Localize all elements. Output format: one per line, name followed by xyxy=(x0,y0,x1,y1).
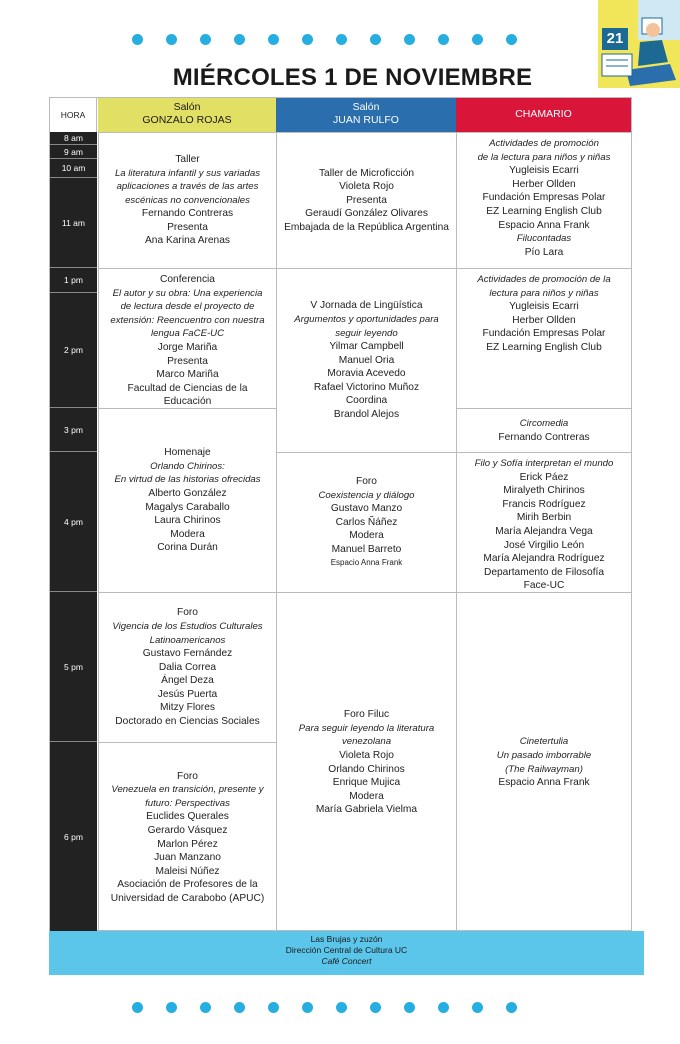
event-text-line: Yugleisis Ecarri xyxy=(509,165,579,177)
event-text-line: lengua FaCE-UC xyxy=(150,328,225,340)
event-cell-chamario xyxy=(456,132,631,268)
event-text-line: Orlando Chirinos xyxy=(328,763,405,775)
event-text-line: seguir leyendo xyxy=(335,327,398,339)
header-gonzalo-rojas xyxy=(98,98,276,132)
dot-ornament xyxy=(438,34,449,45)
event-text-line: Vigencia de los Estudios Culturales xyxy=(112,620,263,632)
event-text-line: Modera xyxy=(349,530,384,542)
event-text-line: Doctorado en Ciencias Sociales xyxy=(115,716,260,728)
event-text-line: Magalys Caraballo xyxy=(145,501,230,513)
event-text-line: Alberto González xyxy=(148,487,227,499)
hour-label: 1 pm xyxy=(50,268,97,293)
event-text-line: Departamento de Filosofía xyxy=(483,566,605,578)
header-rulfo-line1: Salón xyxy=(352,101,380,113)
dot-ornament xyxy=(132,34,143,45)
hour-column xyxy=(50,98,97,932)
page-number: 21 xyxy=(602,28,628,50)
dot-ornament xyxy=(302,34,313,45)
dot-ornament xyxy=(268,1002,279,1013)
event-text-line: Latinoamericanos xyxy=(149,634,226,646)
hour-label: 10 am xyxy=(50,159,97,178)
event-cell-chamario xyxy=(456,268,631,408)
event-text-line: Euclides Querales xyxy=(146,811,229,823)
hora-header xyxy=(50,98,97,132)
dot-ornament xyxy=(506,34,517,45)
event-text-line: Maleisi Núñez xyxy=(155,865,220,877)
event-text-line: Fernando Contreras xyxy=(141,208,234,220)
event-text-line: Modera xyxy=(170,528,205,540)
event-text-line: Asociación de Profesores de la xyxy=(117,879,258,891)
event-text-line: Herber Ollden xyxy=(512,314,576,326)
event-text-line: Moravia Acevedo xyxy=(327,368,406,380)
event-text-line: Presenta xyxy=(346,194,387,206)
event-text-line: de lectura desde el proyecto de xyxy=(120,301,255,313)
event-text-line: El autor y su obra: Una experiencia xyxy=(112,287,263,299)
footer-line-3: Café Concert xyxy=(321,956,372,966)
event-text-line: María Alejandra Vega xyxy=(495,525,593,537)
event-text-line: aplicaciones a través de las artes xyxy=(116,181,259,193)
event-text-line: Conferencia xyxy=(160,274,215,285)
event-text-line: Dalia Correa xyxy=(158,661,217,673)
dot-ornament xyxy=(404,1002,415,1013)
event-cell-rulfo xyxy=(276,452,456,592)
hour-label: 5 pm xyxy=(50,592,97,742)
event-text-line: Taller de Microficción xyxy=(318,167,415,179)
dot-ornament xyxy=(438,1002,449,1013)
event-text-line: Face-UC xyxy=(523,580,565,592)
event-text-line: Coordina xyxy=(345,395,388,407)
event-text-line: Facultad de Ciencias de la xyxy=(127,382,248,394)
event-text-line: Ana Karina Arenas xyxy=(145,235,230,247)
event-cell-rulfo xyxy=(276,132,456,268)
hour-label: 3 pm xyxy=(50,408,97,452)
event-text-line: de la lectura para niños y niñas xyxy=(477,151,611,163)
event-text-line: Presenta xyxy=(167,221,208,233)
event-text-line: extensión: Reencuentro con nuestra xyxy=(110,314,265,326)
hour-label: 9 am xyxy=(50,145,97,159)
event-text-line: Un pasado imborrable xyxy=(496,749,592,761)
event-text-line: Carlos Ñáñez xyxy=(335,516,398,528)
dot-ornament xyxy=(472,34,483,45)
event-cell-gonzalo xyxy=(98,742,276,932)
event-text-line: Gustavo Manzo xyxy=(330,503,403,515)
event-text-line: Circomedia xyxy=(519,417,569,429)
dot-ornament xyxy=(234,1002,245,1013)
event-cell-chamario xyxy=(456,592,631,932)
event-text-line: Geraudí González Olivares xyxy=(305,208,428,220)
event-text-line: Foro xyxy=(177,770,198,782)
event-cell-gonzalo xyxy=(98,592,276,742)
hour-label: 6 pm xyxy=(50,742,97,932)
event-text-line: Espacio Anna Frank xyxy=(498,219,590,231)
event-text-line: Laura Chirinos xyxy=(154,515,221,527)
event-cell-gonzalo xyxy=(98,132,276,268)
event-text-line: Actividades de promoción xyxy=(489,138,599,149)
event-text-line: Rafael Victorino Muñoz xyxy=(313,381,420,393)
event-cell-rulfo xyxy=(276,592,456,932)
event-text-line: Gustavo Fernández xyxy=(142,648,233,660)
event-text-line: En virtud de las historias ofrecidas xyxy=(114,474,261,486)
event-text-line: lectura para niños y niñas xyxy=(489,287,599,299)
event-text-line: escénicas no convencionales xyxy=(125,194,250,206)
dot-ornament xyxy=(132,1002,143,1013)
event-text-line: Pío Lara xyxy=(524,246,564,258)
dot-ornament xyxy=(200,1002,211,1013)
event-text-line: Taller xyxy=(175,153,200,165)
footer-band xyxy=(49,931,644,975)
dot-ornament xyxy=(506,1002,517,1013)
dot-ornament xyxy=(472,1002,483,1013)
event-text-line: Miralyeth Chirinos xyxy=(503,485,585,497)
event-text-line: Para seguir leyendo la literatura xyxy=(298,722,435,734)
event-text-line: Espacio Anna Frank xyxy=(498,777,590,789)
header-chamario-label: CHAMARIO xyxy=(515,108,572,120)
event-text-line: Enrique Mujica xyxy=(332,777,401,789)
event-text-line: Homenaje xyxy=(164,447,211,459)
dot-ornament xyxy=(166,1002,177,1013)
event-text-line: Erick Páez xyxy=(519,471,569,483)
event-text-line: Manuel Oria xyxy=(338,354,395,366)
event-text-line: Yugleisis Ecarri xyxy=(509,301,579,313)
event-text-line: Embajada de la República Argentina xyxy=(284,221,449,233)
event-text-line: Herber Ollden xyxy=(512,178,576,190)
header-gonzalo-line1: Salón xyxy=(173,101,201,113)
event-text-line: Francis Rodríguez xyxy=(502,498,586,510)
schedule-grid xyxy=(49,97,632,931)
dot-ornament xyxy=(166,34,177,45)
event-text-line: Venezuela en transición, presente y xyxy=(111,784,264,796)
hour-label: 4 pm xyxy=(50,452,97,592)
event-text-line: Brandol Alejos xyxy=(333,409,400,421)
event-cell-gonzalo xyxy=(98,408,276,592)
event-text-line: Presenta xyxy=(167,355,208,367)
dot-ornament xyxy=(336,34,347,45)
event-text-line: Marlon Pérez xyxy=(157,838,218,850)
event-text-line: María Alejandra Rodríguez xyxy=(483,553,605,565)
event-text-line: V Jornada de Lingüística xyxy=(310,300,423,312)
dot-ornament xyxy=(404,34,415,45)
event-text-line: Corina Durán xyxy=(157,542,218,554)
header-juan-rulfo xyxy=(276,98,456,132)
event-text-line: Violeta Rojo xyxy=(339,749,394,761)
event-text-line: Foro xyxy=(356,475,377,487)
event-text-line: Modera xyxy=(349,790,384,802)
event-text-line: Actividades de promoción de la xyxy=(477,274,611,285)
page-title: MIÉRCOLES 1 DE NOVIEMBRE xyxy=(172,64,533,91)
dot-ornament xyxy=(200,34,211,45)
hora-label: HORA xyxy=(60,110,86,120)
event-text-line: Cinetertulia xyxy=(519,736,569,748)
dot-ornament xyxy=(302,1002,313,1013)
header-rulfo-line2: JUAN RULFO xyxy=(333,114,399,126)
event-cell-rulfo xyxy=(276,268,456,452)
event-text-line: (The Railwayman) xyxy=(505,763,583,775)
dot-ornament xyxy=(336,1002,347,1013)
event-text-line: Jorge Mariña xyxy=(157,341,218,353)
bottom-dot-row xyxy=(0,1002,680,1016)
event-text-line: María Gabriela Vielma xyxy=(315,804,418,816)
event-text-line: venezolana xyxy=(341,736,392,748)
event-text-line: La literatura infantil y sus variadas xyxy=(114,167,261,179)
event-text-line: Foro xyxy=(177,607,198,619)
event-text-line: Gerardo Vásquez xyxy=(147,824,228,836)
top-dot-row xyxy=(0,34,680,48)
header-gonzalo-line2: GONZALO ROJAS xyxy=(142,114,232,126)
dot-ornament xyxy=(268,34,279,45)
footer-line-2: Dirección Central de Cultura UC xyxy=(285,945,408,955)
event-text-line: Espacio Anna Frank xyxy=(330,558,403,568)
event-text-line: futuro: Perspectivas xyxy=(145,797,230,809)
header-chamario xyxy=(456,98,631,132)
hour-label: 2 pm xyxy=(50,293,97,408)
event-cell-gonzalo xyxy=(98,268,276,408)
event-text-line: Fernando Contreras xyxy=(498,431,590,443)
event-text-line: Orlando Chirinos: xyxy=(150,460,225,472)
event-text-line: EZ Learning English Club xyxy=(486,205,602,217)
event-text-line: Mirih Berbin xyxy=(516,512,572,524)
event-cell-chamario xyxy=(456,452,631,592)
event-text-line: Fundación Empresas Polar xyxy=(482,192,606,204)
dot-ornament xyxy=(370,1002,381,1013)
event-text-line: Mitzy Flores xyxy=(160,702,215,714)
event-text-line: Juan Manzano xyxy=(154,852,221,864)
event-text-line: Violeta Rojo xyxy=(339,181,394,193)
event-cell-chamario xyxy=(456,408,631,452)
event-text-line: Ángel Deza xyxy=(161,675,214,687)
event-text-line: Marco Mariña xyxy=(156,369,219,381)
event-text-line: Jesús Puerta xyxy=(157,688,218,700)
event-text-line: Educación xyxy=(163,396,212,408)
event-text-line: Foro Filuc xyxy=(343,709,390,721)
event-text-line: Manuel Barreto xyxy=(331,543,402,555)
event-text-line: Coexistencia y diálogo xyxy=(318,489,415,501)
event-text-line: Argumentos y oportunidades para xyxy=(294,313,439,325)
event-text-line: Universidad de Carabobo (APUC) xyxy=(110,892,265,904)
event-text-line: Filucontadas xyxy=(516,233,572,245)
dot-ornament xyxy=(234,34,245,45)
hour-label: 11 am xyxy=(50,178,97,268)
event-text-line: Filo y Sofía interpretan el mundo xyxy=(474,458,614,469)
dot-ornament xyxy=(370,34,381,45)
event-text-line: Fundación Empresas Polar xyxy=(482,328,606,340)
event-text-line: EZ Learning English Club xyxy=(486,341,602,353)
footer-line-1: Las Brujas y zuzón xyxy=(310,934,383,944)
event-text-line: Yilmar Campbell xyxy=(329,341,404,353)
hour-label: 8 am xyxy=(50,132,97,145)
event-text-line: José Virgilio León xyxy=(503,539,585,551)
